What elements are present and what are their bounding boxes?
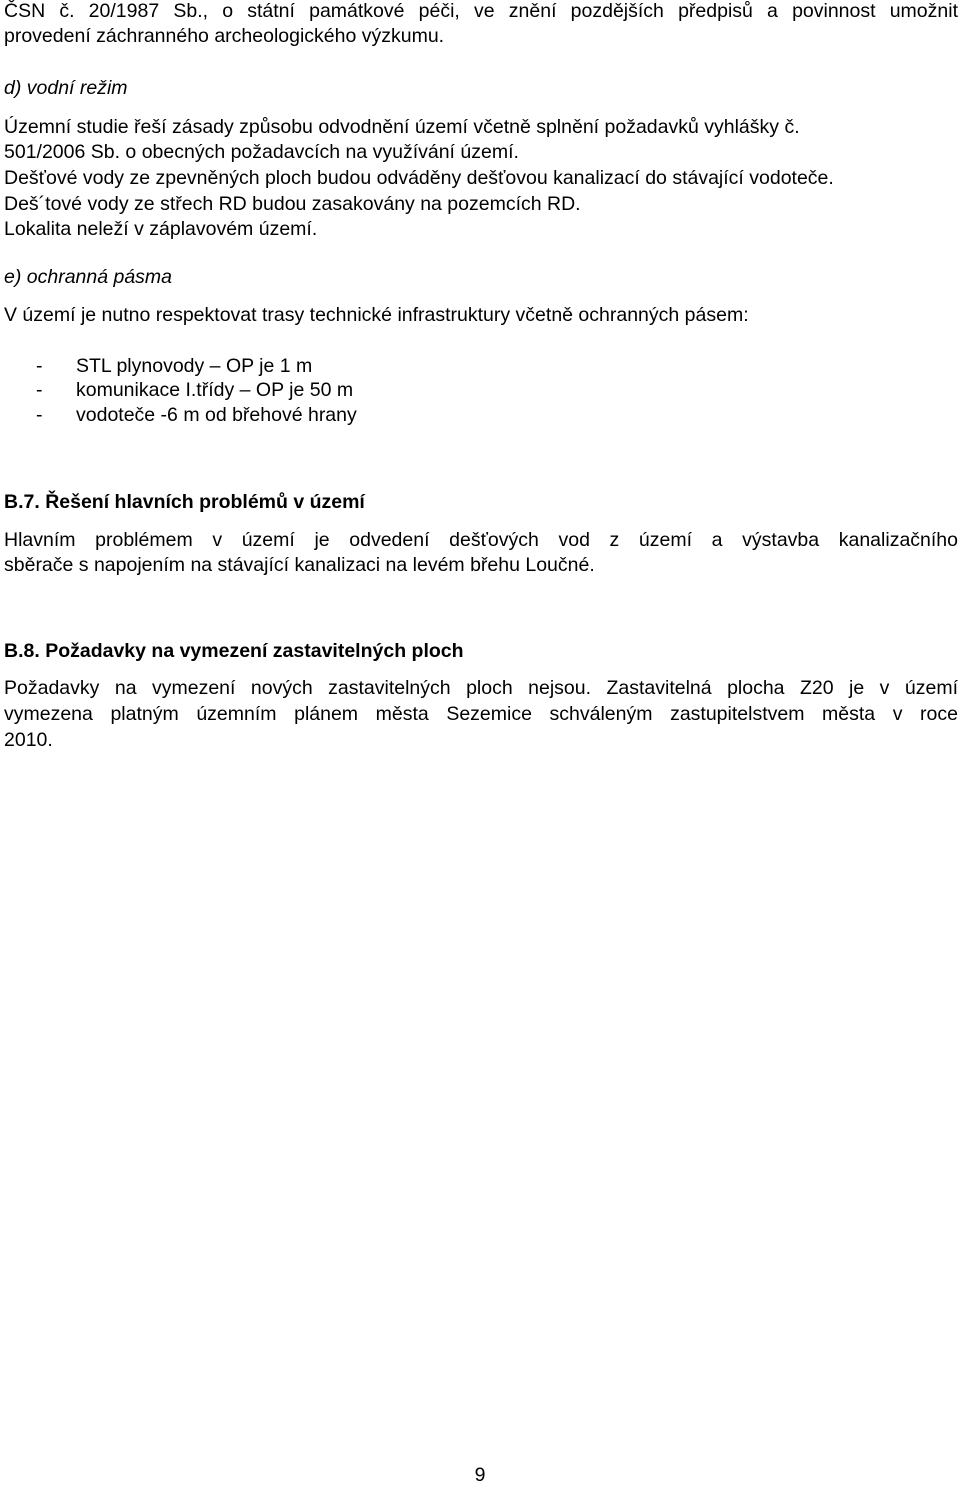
section-b7-number: B.7. <box>4 491 40 513</box>
intro-line-1: ČSN č. 20/1987 Sb., o státní památkové péči, ve znění pozdějších předpisů a povinnost umožnit <box>4 0 958 22</box>
section-e-heading: e) ochranná pásma <box>4 266 173 288</box>
list-item-text: vodoteče -6 m od břehové hrany <box>76 404 357 426</box>
section-b8-line-1: Požadavky na vymezení nových zastavitelných ploch nejsou. Zastavitelná plocha Z20 je v území <box>4 677 958 699</box>
section-d-line-1: Územní studie řeší zásady způsobu odvodnění území včetně splnění požadavků vyhlášky č. <box>4 116 800 138</box>
section-d-line-5: Lokalita neleží v záplavovém území. <box>4 218 318 240</box>
section-d-heading: d) vodní režim <box>4 77 128 99</box>
list-item-text: STL plynovody – OP je 1 m <box>76 355 313 377</box>
section-b8-line-2: vymezena platným územním plánem města Sezemice schváleným zastupitelstvem města v roce <box>4 703 958 725</box>
section-b7-line-2: sběrače s napojením na stávající kanalizaci na levém břehu Loučné. <box>4 554 595 576</box>
section-b7-line-1: Hlavním problémem v území je odvedení dešťových vod z území a výstavba kanalizačního <box>4 529 958 551</box>
section-d-line-2: 501/2006 Sb. o obecných požadavcích na využívání území. <box>4 141 519 163</box>
section-b8-number: B.8. <box>4 640 40 662</box>
section-b8-heading <box>4 638 464 664</box>
section-b7-heading <box>4 489 365 515</box>
bullet-dash: - <box>36 404 43 426</box>
section-e-intro: V území je nutno respektovat trasy technické infrastruktury včetně ochranných pásem: <box>4 304 749 326</box>
page-number: 9 <box>474 1464 486 1486</box>
bullet-dash: - <box>36 355 43 377</box>
intro-line-2: provedení záchranného archeologického výzkumu. <box>4 25 445 47</box>
bullet-dash: - <box>36 379 43 401</box>
section-b7-title: Řešení hlavních problémů v území <box>45 491 365 513</box>
list-item-text: komunikace I.třídy – OP je 50 m <box>76 379 354 401</box>
section-d-line-3: Dešťové vody ze zpevněných ploch budou odváděny dešťovou kanalizací do stávající vodoteče. <box>4 167 834 189</box>
section-d-line-4: Deš´tové vody ze střech RD budou zasakovány na pozemcích RD. <box>4 193 581 215</box>
section-b8-title: Požadavky na vymezení zastavitelných ploch <box>45 640 464 662</box>
section-b8-line-3: 2010. <box>4 729 53 751</box>
